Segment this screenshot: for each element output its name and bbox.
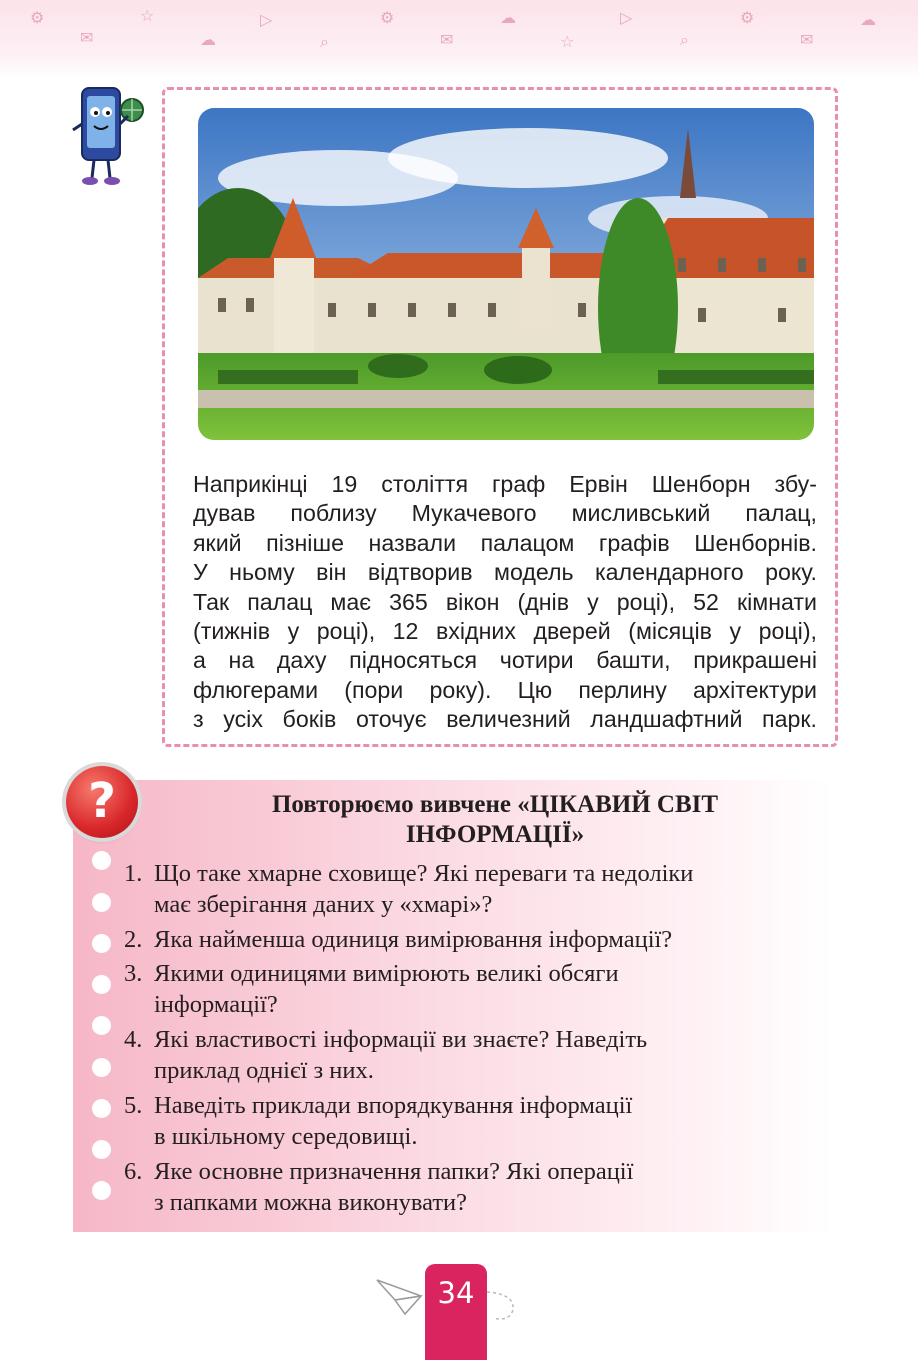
question-text: Які властивості інформації ви знаєте? Наведіть: [154, 1026, 648, 1053]
mail-icon: ✉: [800, 30, 814, 49]
binding-hole-dot: [92, 851, 111, 870]
question-text: Якими одиницями вимірюють великі обсяги: [154, 960, 619, 987]
paragraph-line: дував поблизу Мукачевого мисливський палац,: [193, 500, 817, 527]
star-icon: ☆: [140, 6, 155, 25]
cloud-icon: ☁: [200, 30, 216, 49]
gear-icon: ⚙: [30, 8, 45, 27]
binding-hole-dot: [92, 1140, 111, 1159]
question-item: [124, 1024, 647, 1086]
question-number: 6.: [124, 1158, 143, 1185]
star-icon: ☆: [560, 32, 575, 51]
mail-icon: ✉: [80, 28, 94, 47]
paragraph-line: а на даху підносяться чотири башти, прикрашені: [193, 647, 817, 674]
palace-description: [193, 470, 817, 735]
cloud-icon: ☁: [500, 8, 516, 27]
paragraph-line: (тижнів у році), 12 вхідних дверей (місяців у році),: [193, 618, 817, 645]
binding-hole-dot: [92, 975, 111, 994]
question-text-continued: приклад однієї з них.: [154, 1057, 374, 1084]
review-title-line: ІНФОРМАЦІЇ»: [405, 821, 585, 848]
question-text: Яке основне призначення папки? Які операції: [154, 1158, 634, 1185]
question-item: [124, 958, 619, 1020]
question-number: 3.: [124, 960, 143, 987]
paragraph-line: У ньому він відтворив модель календарного року.: [193, 559, 817, 586]
question-item: [124, 1156, 633, 1218]
paragraph-line: флюгерами (пори року). Цю перлину архітектури: [193, 676, 817, 703]
binding-hole-dot: [92, 1181, 111, 1200]
page-number: 34: [437, 1276, 475, 1310]
review-title: [160, 790, 830, 850]
cloud-icon: ☁: [860, 10, 876, 29]
question-number: 4.: [124, 1026, 143, 1053]
review-title-line: Повторюємо вивчене «ЦІКАВИЙ СВІТ: [271, 791, 719, 818]
play-icon: ▷: [620, 8, 633, 27]
question-text-continued: з папками можна виконувати?: [154, 1189, 468, 1216]
question-mark-icon: ?: [66, 766, 138, 838]
question-number: 5.: [124, 1092, 143, 1119]
binding-hole-dot: [92, 1099, 111, 1118]
gear-icon: ⚙: [740, 8, 755, 27]
schonborn-palace-photo: [198, 108, 814, 440]
question-text: Яка найменша одиниця вимірювання інформації?: [154, 926, 673, 953]
question-text-continued: має зберігання даних у «хмарі»?: [154, 891, 493, 918]
header-decoration-band: [0, 0, 918, 78]
question-number: 2.: [124, 926, 143, 953]
search-icon: ⌕: [320, 32, 329, 51]
binding-hole-dot: [92, 1016, 111, 1035]
paragraph-line: з усіх боків оточує величезний ландшафтний парк.: [193, 706, 817, 733]
search-icon: ⌕: [680, 30, 689, 49]
gear-icon: ⚙: [380, 8, 395, 27]
paragraph-line: Наприкінці 19 століття граф Ервін Шенборн збу-: [193, 471, 817, 497]
question-text-continued: в шкільному середовищі.: [154, 1123, 418, 1150]
binding-hole-dot: [92, 934, 111, 953]
question-text-continued: інформації?: [154, 991, 278, 1018]
binding-hole-dot: [92, 893, 111, 912]
paragraph-line: Так палац має 365 вікон (днів у році), 52 кімнати: [193, 588, 817, 615]
paragraph-line: який пізніше назвали палацом графів Шенборнів.: [193, 529, 817, 556]
question-text: Наведіть приклади впорядкування інформації: [154, 1092, 633, 1119]
mail-icon: ✉: [440, 30, 454, 49]
question-item: [124, 858, 693, 920]
question-item: [124, 1090, 632, 1152]
question-number: 1.: [124, 860, 143, 887]
phone-mascot-icon: [70, 84, 146, 188]
question-item: [124, 924, 672, 955]
binding-hole-dot: [92, 1058, 111, 1077]
play-icon: ▷: [260, 10, 273, 29]
question-text: Що таке хмарне сховище? Які переваги та недоліки: [154, 860, 694, 887]
